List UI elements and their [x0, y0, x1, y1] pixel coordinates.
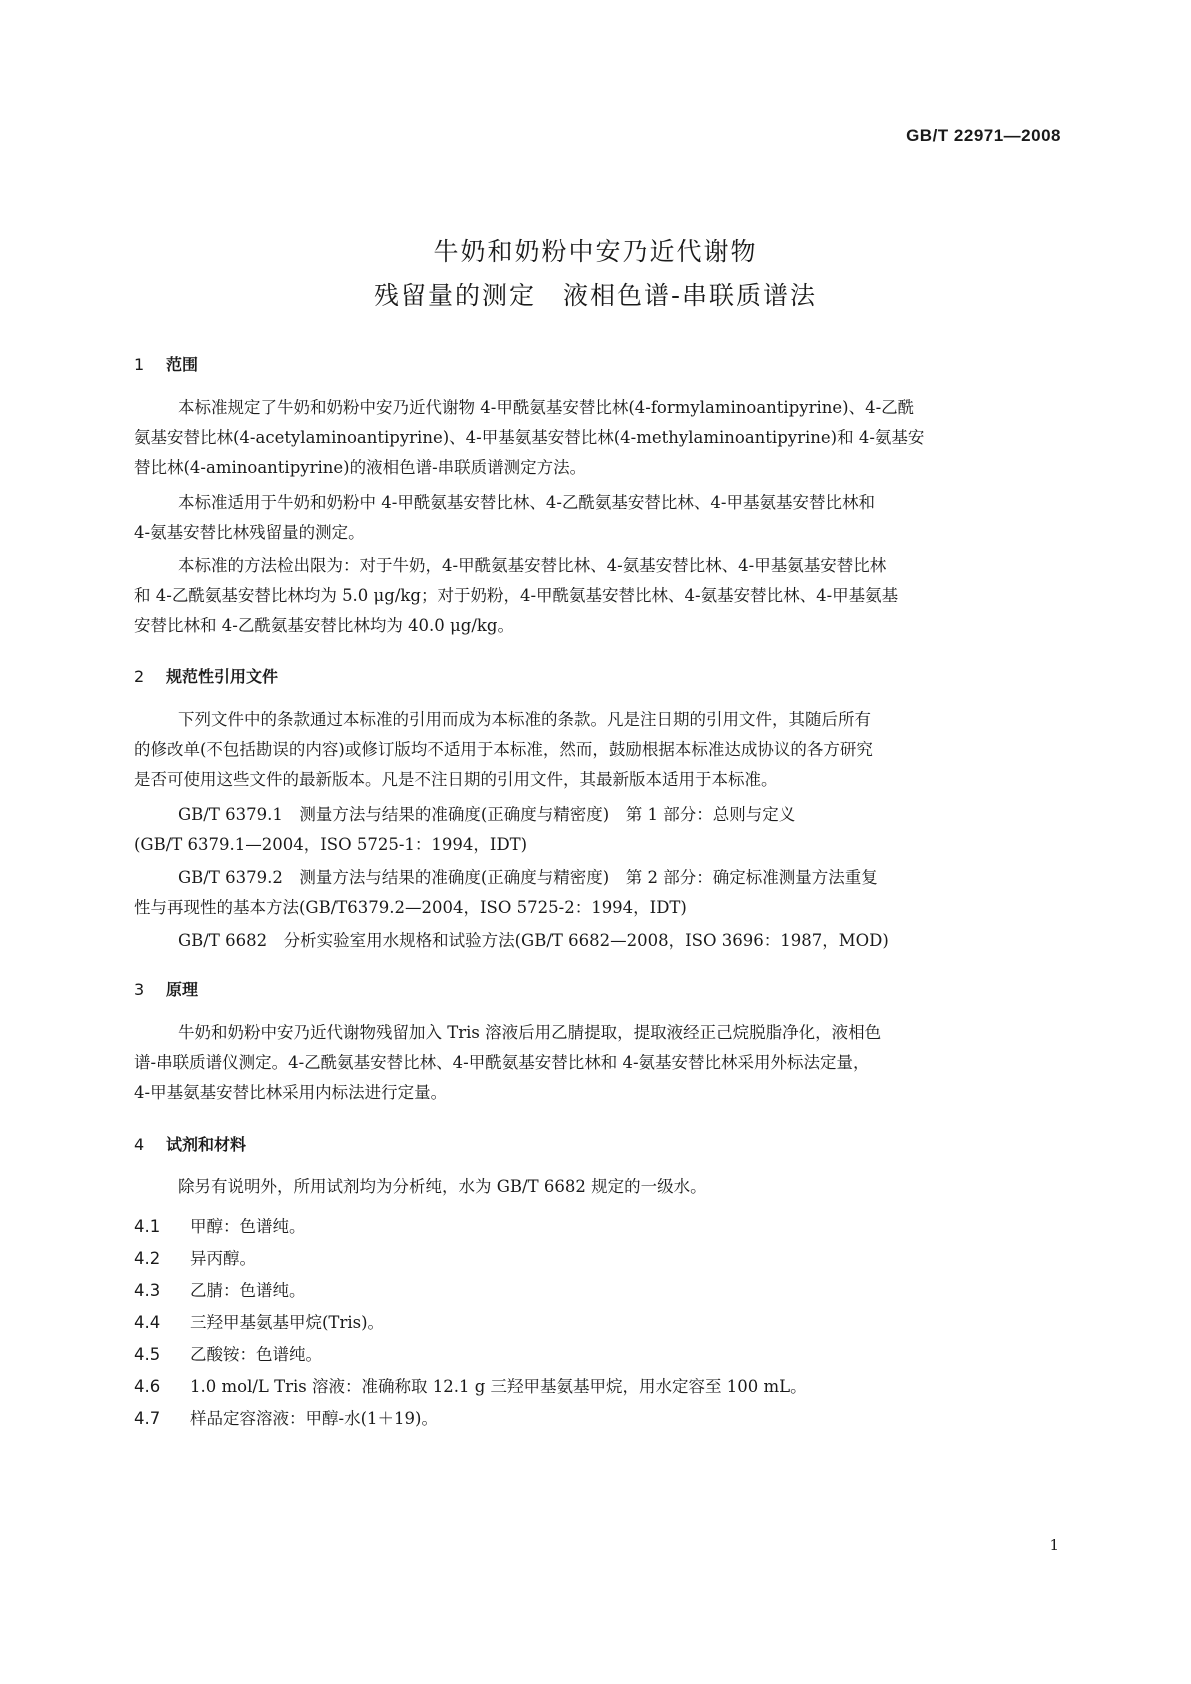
reference-gbt-6682	[134, 926, 1060, 956]
text-line: 除另有说明外，所用试剂均为分析纯，水为 GB/T 6682 规定的一级水。	[178, 1177, 707, 1196]
text-line: 和 4-乙酰氨基安替比林均为 5.0 μg/kg；对于奶粉，4-甲酰氨基安替比林、4-氨基安替比林、4-甲基氨基	[134, 586, 899, 605]
item-number: 4.5	[134, 1345, 161, 1364]
item-text: 乙酸铵：色谱纯。	[190, 1345, 322, 1364]
text-line: (GB/T 6379.1—2004，ISO 5725-1：1994，IDT)	[134, 835, 528, 854]
section-1-heading	[134, 352, 198, 375]
section-1-paragraph-2	[134, 488, 1060, 548]
text-line: 4-甲基氨基安替比林采用内标法进行定量。	[134, 1083, 448, 1102]
standard-code: GB/T 22971—2008	[906, 126, 1061, 145]
page-number: 1	[1049, 1536, 1059, 1554]
section-number: 4	[134, 1135, 145, 1154]
list-item	[134, 1213, 306, 1237]
list-item	[134, 1309, 384, 1333]
list-item	[134, 1277, 306, 1301]
text-line: 本标准规定了牛奶和奶粉中安乃近代谢物 4-甲酰氨基安替比林(4-formylaminoantipyrine)、4-乙酰	[178, 398, 915, 417]
text-line: 的修改单(不包括勘误的内容)或修订版均不适用于本标准，然而，鼓励根据本标准达成协议的各方研究	[134, 740, 873, 759]
item-text: 异丙醇。	[190, 1249, 256, 1268]
section-4-intro	[134, 1172, 1060, 1202]
section-2-paragraph-1	[134, 705, 1060, 795]
item-number: 4.6	[134, 1377, 161, 1396]
section-title: 试剂和材料	[166, 1135, 247, 1154]
text-line: 性与再现性的基本方法(GB/T6379.2—2004，ISO 5725-2：1994，IDT)	[134, 898, 687, 917]
section-title: 规范性引用文件	[166, 667, 279, 686]
section-1-paragraph-3	[134, 551, 1060, 641]
item-text: 三羟甲基氨基甲烷(Tris)。	[190, 1313, 385, 1332]
section-number: 2	[134, 667, 145, 686]
item-number: 4.4	[134, 1313, 161, 1332]
item-number: 4.3	[134, 1281, 161, 1300]
section-1-paragraph-1	[134, 393, 1060, 483]
section-title: 原理	[166, 980, 199, 999]
reference-gbt-6379-2	[134, 863, 1060, 923]
section-3-heading	[134, 977, 198, 1000]
text-line: 本标准的方法检出限为：对于牛奶，4-甲酰氨基安替比林、4-氨基安替比林、4-甲基氨基安替比林	[178, 556, 887, 575]
title-line-1: 牛奶和奶粉中安乃近代谢物	[433, 237, 758, 266]
text-line: 替比林(4-aminoantipyrine)的液相色谱-串联质谱测定方法。	[134, 458, 587, 477]
list-item	[134, 1405, 438, 1429]
text-line: 安替比林和 4-乙酰氨基安替比林均为 40.0 μg/kg。	[134, 616, 514, 635]
text-line: 氨基安替比林(4-acetylaminoantipyrine)、4-甲基氨基安替比林(4-methylaminoantipyrine)和 4-氨基安	[134, 428, 925, 447]
item-text: 甲醇：色谱纯。	[190, 1217, 306, 1236]
text-line: 下列文件中的条款通过本标准的引用而成为本标准的条款。凡是注日期的引用文件，其随后所有	[178, 710, 871, 729]
text-line: 4-氨基安替比林残留量的测定。	[134, 523, 365, 542]
section-4-heading	[134, 1132, 246, 1155]
list-item	[134, 1373, 807, 1397]
reference-gbt-6379-1	[134, 800, 1060, 860]
text-line: 谱-串联质谱仪测定。4-乙酰氨基安替比林、4-甲酰氨基安替比林和 4-氨基安替比林采用外标法定量，	[134, 1053, 870, 1072]
text-line: GB/T 6379.1 测量方法与结果的准确度(正确度与精密度) 第 1 部分：总则与定义	[178, 805, 796, 824]
item-text: 样品定容溶液：甲醇-水(1＋19)。	[190, 1409, 438, 1428]
list-item	[134, 1245, 256, 1269]
section-2-heading	[134, 664, 278, 687]
text-line: 牛奶和奶粉中安乃近代谢物残留加入 Tris 溶液后用乙腈提取，提取液经正己烷脱脂净化，液相色	[178, 1023, 882, 1042]
text-line: 本标准适用于牛奶和奶粉中 4-甲酰氨基安替比林、4-乙酰氨基安替比林、4-甲基氨基安替比林和	[178, 493, 875, 512]
text-line: GB/T 6379.2 测量方法与结果的准确度(正确度与精密度) 第 2 部分：确定标准测量方法重复	[178, 868, 878, 887]
text-line: 是否可使用这些文件的最新版本。凡是不注日期的引用文件，其最新版本适用于本标准。	[134, 770, 778, 789]
section-title: 范围	[166, 355, 199, 374]
section-number: 3	[134, 980, 145, 999]
item-number: 4.2	[134, 1249, 161, 1268]
item-text: 乙腈：色谱纯。	[190, 1281, 306, 1300]
list-item	[134, 1341, 322, 1365]
item-number: 4.1	[134, 1217, 161, 1236]
item-number: 4.7	[134, 1409, 161, 1428]
text-line: GB/T 6682 分析实验室用水规格和试验方法(GB/T 6682—2008，ISO 3696：1987，MOD)	[178, 931, 889, 950]
section-3-paragraph-1	[134, 1018, 1060, 1108]
section-number: 1	[134, 355, 145, 374]
title-line-2: 残留量的测定 液相色谱-串联质谱法	[373, 281, 818, 310]
item-text: 1.0 mol/L Tris 溶液：准确称取 12.1 g 三羟甲基氨基甲烷，用水定容至 100 mL。	[190, 1377, 807, 1396]
